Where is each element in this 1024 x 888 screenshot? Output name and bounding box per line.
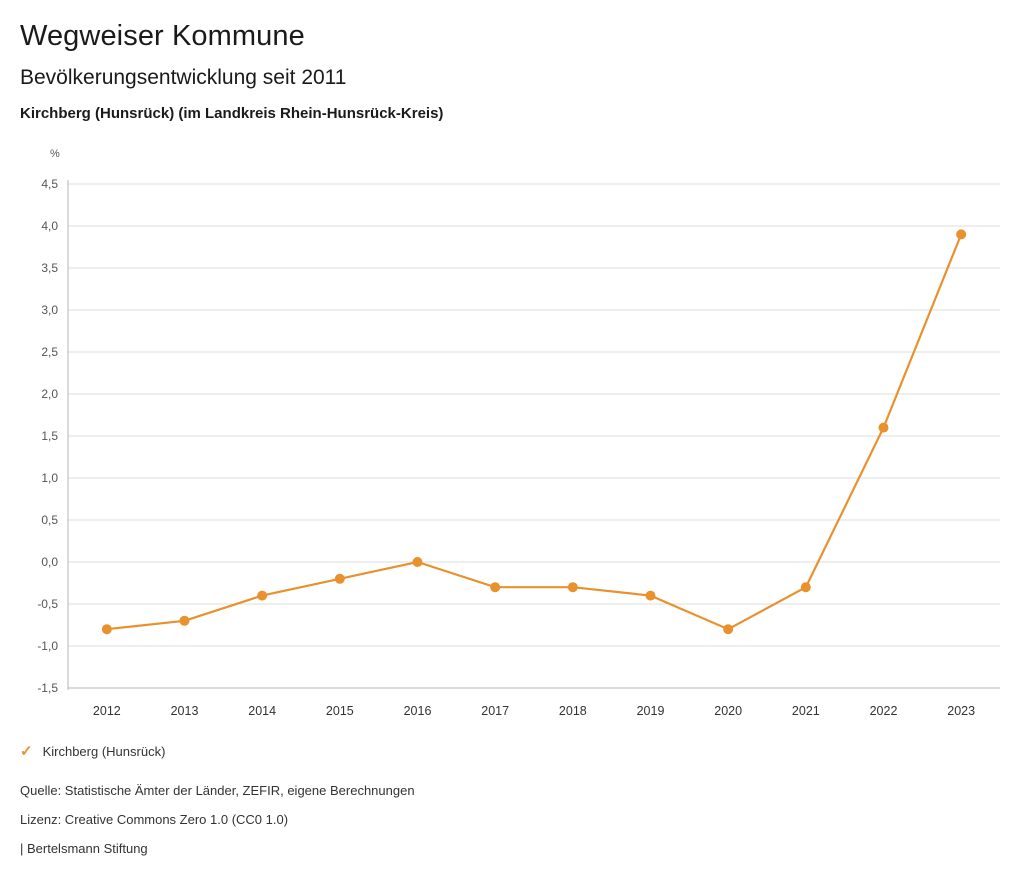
y-tick-label: 1,0 <box>41 471 58 485</box>
x-tick-label: 2014 <box>248 704 277 718</box>
y-tick-label: 3,0 <box>41 303 58 317</box>
data-point[interactable] <box>335 574 345 584</box>
y-tick-label: 2,0 <box>41 387 58 401</box>
y-tick-label: 2,5 <box>41 345 58 359</box>
y-tick-label: 1,5 <box>41 429 58 443</box>
footer-publisher: | Bertelsmann Stiftung <box>20 841 148 856</box>
region-label: Kirchberg (Hunsrück) (im Landkreis Rhein-Hunsrück-Kreis) <box>20 105 444 122</box>
y-tick-label: 0,0 <box>41 555 58 569</box>
x-tick-label: 2015 <box>325 704 354 718</box>
data-point[interactable] <box>956 229 966 239</box>
chart-footer <box>20 784 415 871</box>
x-tick-label: 2023 <box>947 704 976 718</box>
y-tick-label: -0,5 <box>37 597 58 611</box>
y-tick-label: 3,5 <box>41 261 58 275</box>
x-tick-label: 2021 <box>791 704 820 718</box>
line-chart <box>0 140 1024 730</box>
data-point[interactable] <box>568 582 578 592</box>
x-tick-label: 2012 <box>92 704 121 718</box>
x-tick-label: 2022 <box>869 704 898 718</box>
check-icon: ✓ <box>20 743 33 760</box>
data-point[interactable] <box>490 582 500 592</box>
data-point[interactable] <box>801 582 811 592</box>
chart-container <box>0 140 1024 730</box>
y-tick-label: 0,5 <box>41 513 58 527</box>
x-tick-label: 2013 <box>170 704 199 718</box>
x-tick-label: 2019 <box>636 704 665 718</box>
y-axis-unit-label: % <box>50 148 60 160</box>
data-point[interactable] <box>646 591 656 601</box>
x-tick-label: 2017 <box>481 704 510 718</box>
x-tick-label: 2018 <box>558 704 587 718</box>
footer-license: Lizenz: Creative Commons Zero 1.0 (CC0 1.0) <box>20 812 289 827</box>
data-point[interactable] <box>723 624 733 634</box>
data-point[interactable] <box>257 591 267 601</box>
page-subtitle: Bevölkerungsentwicklung seit 2011 <box>20 66 347 89</box>
data-point[interactable] <box>879 423 889 433</box>
data-point[interactable] <box>180 616 190 626</box>
x-tick-label: 2016 <box>403 704 432 718</box>
page-title: Wegweiser Kommune <box>20 20 305 52</box>
legend-item-label: Kirchberg (Hunsrück) <box>42 744 166 759</box>
x-tick-label: 2020 <box>714 704 743 718</box>
chart-legend[interactable] <box>20 744 165 759</box>
data-point[interactable] <box>413 557 423 567</box>
series-line <box>107 234 961 629</box>
footer-source: Quelle: Statistische Ämter der Länder, ZEFIR, eigene Berechnungen <box>20 783 415 798</box>
y-tick-label: -1,5 <box>37 681 58 695</box>
y-tick-label: -1,0 <box>37 639 58 653</box>
data-point[interactable] <box>102 624 112 634</box>
y-tick-label: 4,5 <box>41 177 58 191</box>
y-tick-label: 4,0 <box>41 219 58 233</box>
